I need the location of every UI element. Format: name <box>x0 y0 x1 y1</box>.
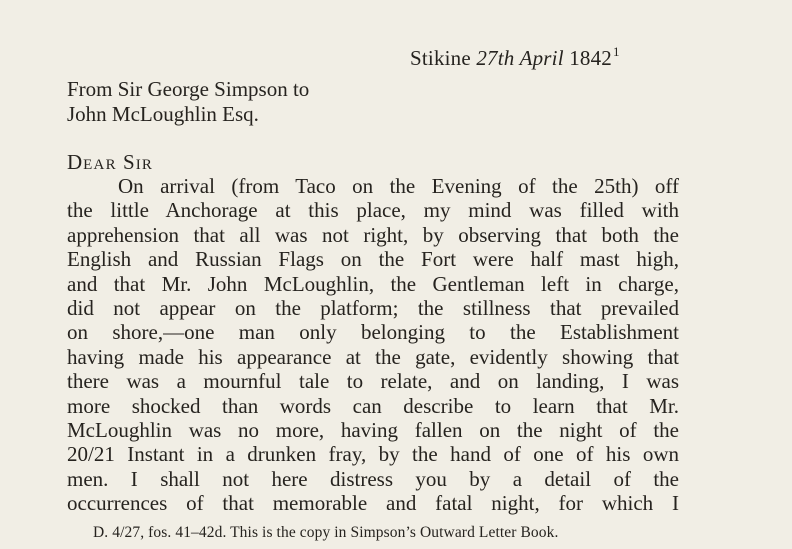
body-line: on shore,—one man only belonging to the Establishment <box>67 320 679 345</box>
salutation-initial: D <box>67 150 84 174</box>
body-line: having made his appearance at the gate, evidently showing that <box>67 344 679 369</box>
salutation-smallcaps: IR <box>135 157 154 173</box>
body-line: English and Russian Flags on the Fort were half mast high, <box>67 247 679 272</box>
body-line: McLoughlin was no more, having fallen on the night of the <box>67 417 679 442</box>
heading-line: From Sir George Simpson to <box>67 77 310 101</box>
dateline-year: 1842 <box>569 46 612 70</box>
body-line: did not appear on the platform; the stillness that prevailed <box>67 295 679 320</box>
dateline <box>410 44 620 71</box>
body-line: 20/21 Instant in a drunken fray, by the hand of one of his own <box>67 442 679 467</box>
footnote-mark: 1 <box>613 44 620 59</box>
body-line: occurrences of that memorable and fatal night, for which I <box>67 491 679 516</box>
footnote: D. 4/27, fos. 41–42d. This is the copy in Simpson’s Outward Letter Book. <box>93 524 559 541</box>
body-line: and that Mr. John McLoughlin, the Gentleman left in charge, <box>67 271 679 296</box>
body-line: men. I shall not here distress you by a detail of the <box>67 466 679 491</box>
dateline-place: Stikine <box>410 46 471 70</box>
body-line: apprehension that all was not right, by observing that both the <box>67 222 679 247</box>
body-line: there was a mournful tale to relate, and on landing, I was <box>67 369 679 394</box>
dateline-date: 27th April <box>476 46 564 70</box>
letter-body <box>67 174 679 515</box>
body-line: On arrival (from Taco on the Evening of the 25th) off <box>118 174 679 198</box>
letter-heading <box>67 77 309 127</box>
salutation-smallcaps: EAR <box>83 157 117 173</box>
heading-line: John McLoughlin Esq. <box>67 102 259 126</box>
body-line: the little Anchorage at this place, my mind was filled with <box>67 198 679 223</box>
body-line: more shocked than words can describe to learn that Mr. <box>67 393 679 418</box>
salutation <box>67 150 153 175</box>
salutation-initial: S <box>123 150 136 174</box>
